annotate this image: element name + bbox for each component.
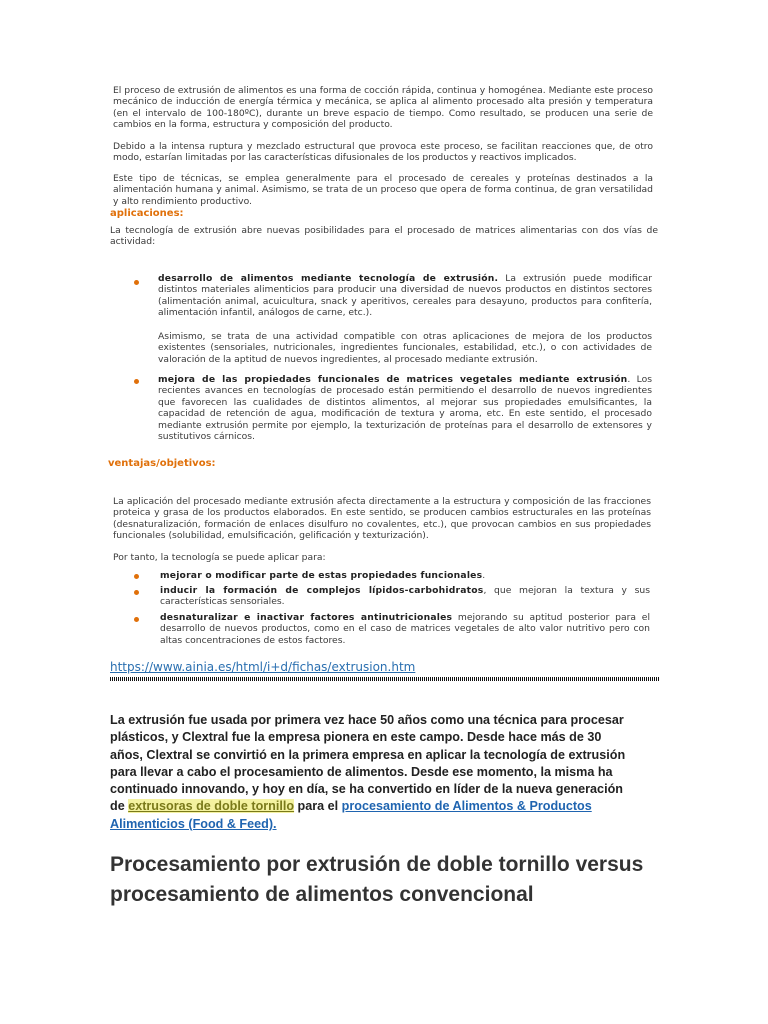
bullet-icon [134,280,139,285]
bullet-icon [134,590,139,595]
clextral-paragraph [110,712,630,833]
bullet-text: , que mejoran la textura y sus características sensoriales. [160,585,651,608]
ventajas-paragraph-1: La aplicación del procesado mediante extrusión afecta directamente a la estructura y composición de las fracciones proteica y grasa de los productos elaborados. En este sentido, se producen cambios estructurales en las proteínas (desnaturalización, formación de enlaces disulfuro no covalentes, etc.), que provocan cambios en sus propiedades funcionales (solubilidad, emulsificación, gelificación y texturización). [113,496,651,542]
clextral-text-2: para el [294,799,342,814]
bullet-text: mejorando su aptitud posterior para el desarrollo de nuevos productos, como en el caso de matrices vegetales de alto valor nutritivo pero con altas concentraciones de estos factores. [160,612,650,646]
ventajas-bullet-3 [160,612,650,646]
bullet-text: La extrusión puede modificar distintos materiales alimenticios para producir una diversidad de nuevos productos en distintos sectores (alimentación animal, acuicultura, snack y aperitivos, cereales para desayuno, productos para confitería, alimentación infantil, análogos de carne, etc.). [158,273,652,319]
bullet-icon [134,574,139,579]
divider [110,677,659,681]
bullet-icon [134,617,139,622]
aplicaciones-bullet-1-extra: Asimismo, se trata de una actividad compatible con otras aplicaciones de mejora de los productos existentes (sensoriales, nutricionales, ingredientes funcionales, estabilidad, etc.), o con actividades de valoración de la aptitud de nuevos ingredientes, al procesado mediante extrusión. [158,331,652,365]
ventajas-bullet-2 [160,585,650,608]
ventajas-heading: ventajas/objetivos: [108,458,216,469]
ventajas-bullet-1 [160,570,650,581]
bullet-text: . [482,570,486,581]
food-feed-processing-link[interactable]: procesamiento de Alimentos & Productos Alimenticios (Food & Feed). [110,799,592,831]
bullet-text: . Los recientes avances en tecnologías de procesado están permitiendo el desarrollo de nuevos ingredientes que favorecen las cualidades de distintos alimentos, al mejorar sus propiedades emulsificantes, la capacidad de retención de agua, modificación de textura y aroma, etc. En este sentido, el procesado mediante extrusión permite por ejemplo, la texturización de proteínas para el desarrollo de extensores y sustitutivos cárnicos. [158,374,653,443]
aplicaciones-bullet-1 [158,273,652,319]
source-link[interactable]: https://www.ainia.es/html/i+d/fichas/extrusion.htm [110,660,416,674]
bullet-title: inducir la formación de complejos lípidos-carbohidratos [160,585,484,596]
bullet-title: desarrollo de alimentos mediante tecnología de extrusión. [158,273,499,284]
aplicaciones-intro: La tecnología de extrusión abre nuevas posibilidades para el procesado de matrices alimentarias con dos vías de actividad: [110,225,658,248]
bullet-icon [134,379,139,384]
bullet-title: mejora de las propiedades funcionales de matrices vegetales mediante extrusión [158,374,628,385]
bullet-title: desnaturalizar e inactivar factores antinutricionales [160,612,453,623]
intro-paragraph-3: Este tipo de técnicas, se emplea generalmente para el procesado de cereales y proteínas destinados a la alimentación humana y animal. Asimismo, se trata de un proceso que opera de forma continua, de gran versatilidad y alto rendimiento productivo. [113,173,653,207]
ventajas-paragraph-2: Por tanto, la tecnología se puede aplicar para: [113,552,326,563]
intro-paragraph-2: Debido a la intensa ruptura y mezclado estructural que provoca este proceso, se facilitan reacciones que, de otro modo, estarían limitadas por las características difusionales de los productos y reactivos implicados. [113,141,653,164]
intro-paragraph-1: El proceso de extrusión de alimentos es una forma de cocción rápida, continua y homogénea. Mediante este proceso mecánico de inducción de energía térmica y mecánica, se aplica al alimento procesado alta presión y temperatura (en el intervalo de 100-180ºC), durante un breve espacio de tiempo. Como resultado, se producen una serie de cambios en la forma, estructura y composición del producto. [113,85,653,131]
section-heading: Procesamiento por extrusión de doble tornillo versus procesamiento de alimentos convencional [110,853,644,906]
twin-screw-extruders-link[interactable]: extrusoras de doble tornillo [128,799,295,814]
aplicaciones-heading: aplicaciones: [110,208,184,219]
aplicaciones-bullet-2 [158,374,652,442]
bullet-title: mejorar o modificar parte de estas propiedades funcionales [160,570,483,581]
clextral-text-1: La extrusión fue usada por primera vez hace 50 años como una técnica para procesar plásticos, y Clextral fue la empresa pionera en este campo. Desde hace más de 30 años, Clextral se convirtió en la primera empresa en aplicar la tecnología de extrusión para llevar a cabo el procesamiento de alimentos. Desde ese momento, la misma ha continuado innovando, y hoy en día, se ha convertido en líder de la nueva generación de [110,713,626,814]
